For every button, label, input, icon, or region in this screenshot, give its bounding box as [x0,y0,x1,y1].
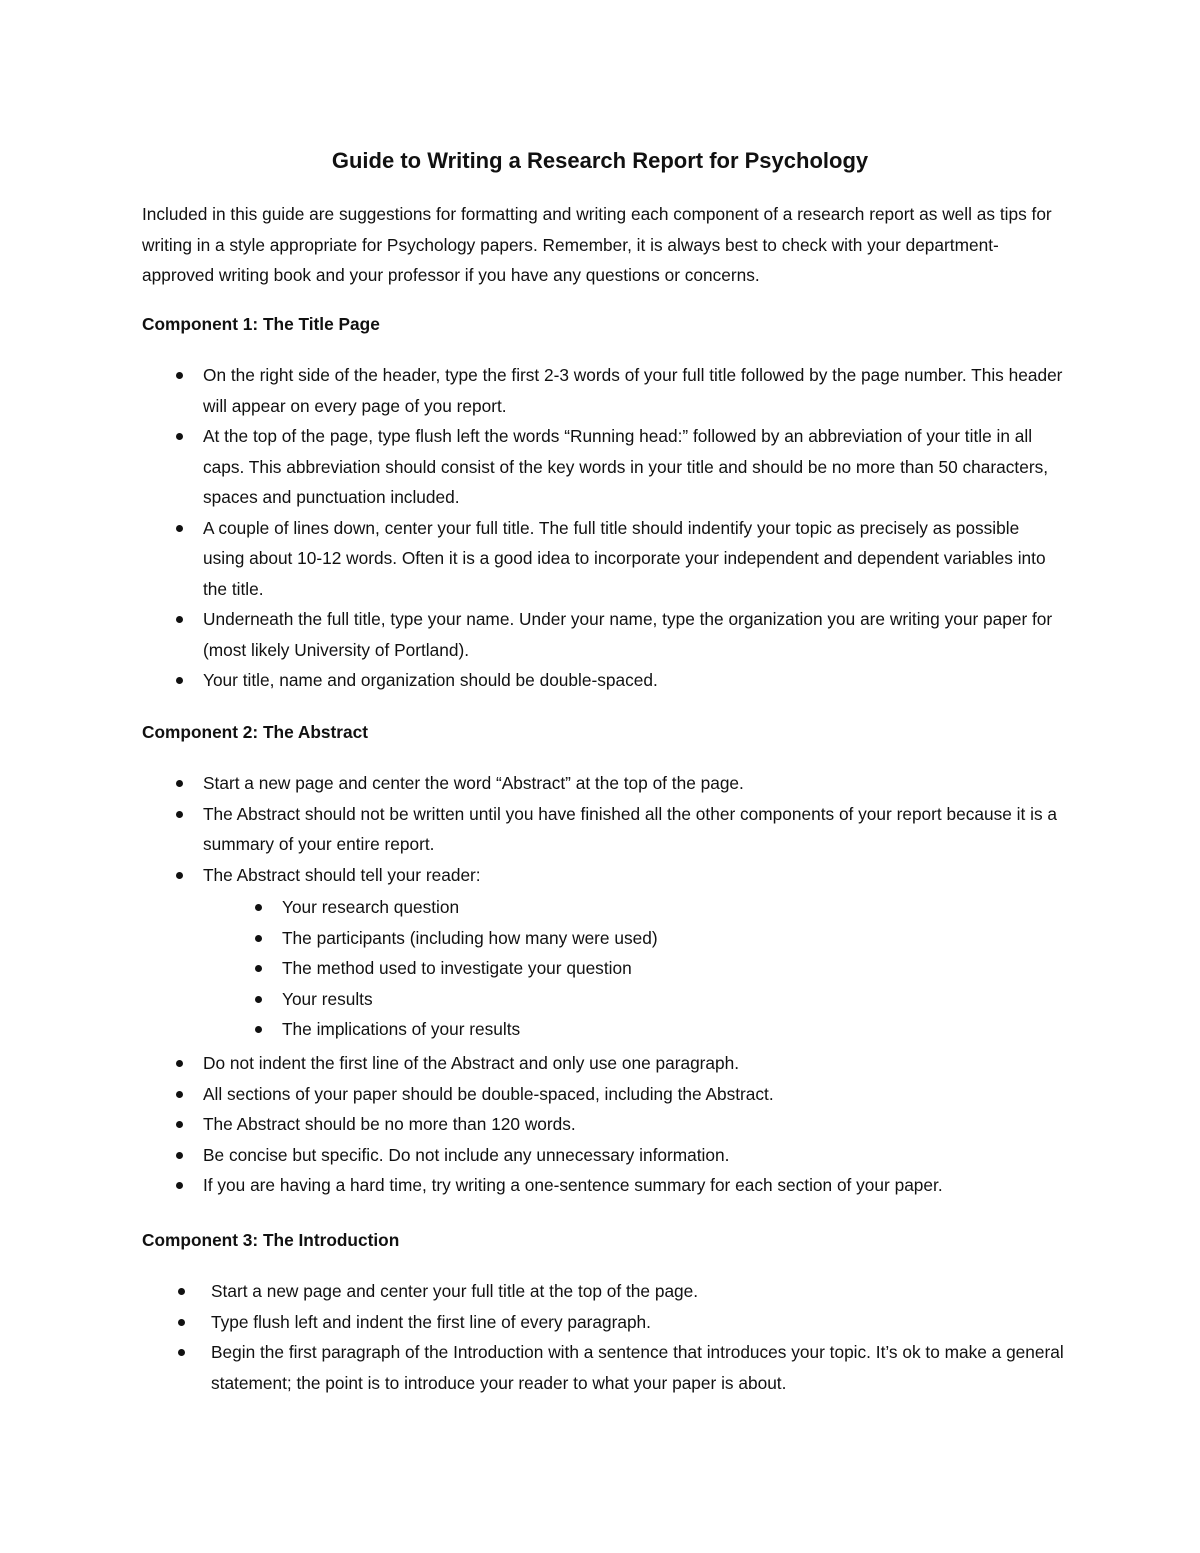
document-title: Guide to Writing a Research Report for Psychology [331,148,869,173]
component-1-list [0,360,1063,696]
list-item: Start a new page and center your full title at the top of the page. [0,1276,1066,1307]
bullet-icon [176,1091,183,1098]
bullet-icon [178,1288,185,1295]
bullet-icon [176,780,183,787]
bullet-icon [255,965,262,972]
list-item: The Abstract should tell your reader: [0,860,1063,891]
list-item: Your research question [0,892,982,923]
list-item: On the right side of the header, type the first 2-3 words of your full title followed by the page number. This header will appear on every page of you report. [0,360,1063,421]
bullet-icon [176,1060,183,1067]
intro-paragraph: Included in this guide are suggestions for formatting and writing each component of a research report as well as tips for writing in a style appropriate for Psychology papers. Remember, it is always best to check with your department-approved writing book and your professor if you have any questions or concerns. [142,204,1052,285]
bullet-icon [176,677,183,684]
list-item: Your results [0,984,982,1015]
component-2-list-b [0,1048,1063,1201]
list-item: At the top of the page, type flush left the words “Running head:” followed by an abbreviation of your title in all caps. This abbreviation should consist of the key words in your title and should be no more than 50 characters, spaces and punctuation included. [0,421,1063,513]
bullet-icon [176,433,183,440]
list-item: All sections of your paper should be double-spaced, including the Abstract. [0,1079,1063,1110]
list-item: A couple of lines down, center your full title. The full title should indentify your topic as precisely as possible using about 10-12 words. Often it is a good idea to incorporate your independent and dependent variables into the title. [0,513,1063,605]
list-item: The Abstract should not be written until you have finished all the other components of your report because it is a summary of your entire report. [0,799,1063,860]
bullet-icon [176,1182,183,1189]
list-item: Your title, name and organization should be double-spaced. [0,665,1063,696]
bullet-icon [176,1152,183,1159]
component-2-list-a [0,768,1063,890]
list-item: Start a new page and center the word “Abstract” at the top of the page. [0,768,1063,799]
list-item: Begin the first paragraph of the Introduction with a sentence that introduces your topic. It’s ok to make a general statement; the point is to introduce your reader to what your paper is about. [0,1337,1066,1398]
bullet-icon [176,872,183,879]
bullet-icon [176,372,183,379]
list-item: Type flush left and indent the first line of every paragraph. [0,1307,1066,1338]
bullet-icon [255,935,262,942]
component-3-heading: Component 3: The Introduction [142,1230,400,1250]
list-item: Underneath the full title, type your name. Under your name, type the organization you are writing your paper for (most likely University of Portland). [0,604,1063,665]
bullet-icon [176,616,183,623]
list-item: The method used to investigate your question [0,953,982,984]
bullet-icon [255,904,262,911]
bullet-icon [178,1349,185,1356]
bullet-icon [255,1026,262,1033]
bullet-icon [178,1319,185,1326]
bullet-icon [176,811,183,818]
bullet-icon [176,525,183,532]
bullet-icon [176,1121,183,1128]
list-item: The Abstract should be no more than 120 words. [0,1109,1063,1140]
bullet-icon [255,996,262,1003]
list-item: Be concise but specific. Do not include any unnecessary information. [0,1140,1063,1171]
component-3-list [0,1276,1066,1398]
list-item: The implications of your results [0,1014,982,1045]
list-item: The participants (including how many were used) [0,923,982,954]
component-2-sub-list [0,892,982,1045]
component-1-heading: Component 1: The Title Page [142,314,380,334]
list-item: Do not indent the first line of the Abstract and only use one paragraph. [0,1048,1063,1079]
component-2-heading: Component 2: The Abstract [142,722,368,742]
list-item: If you are having a hard time, try writing a one-sentence summary for each section of your paper. [0,1170,1063,1201]
